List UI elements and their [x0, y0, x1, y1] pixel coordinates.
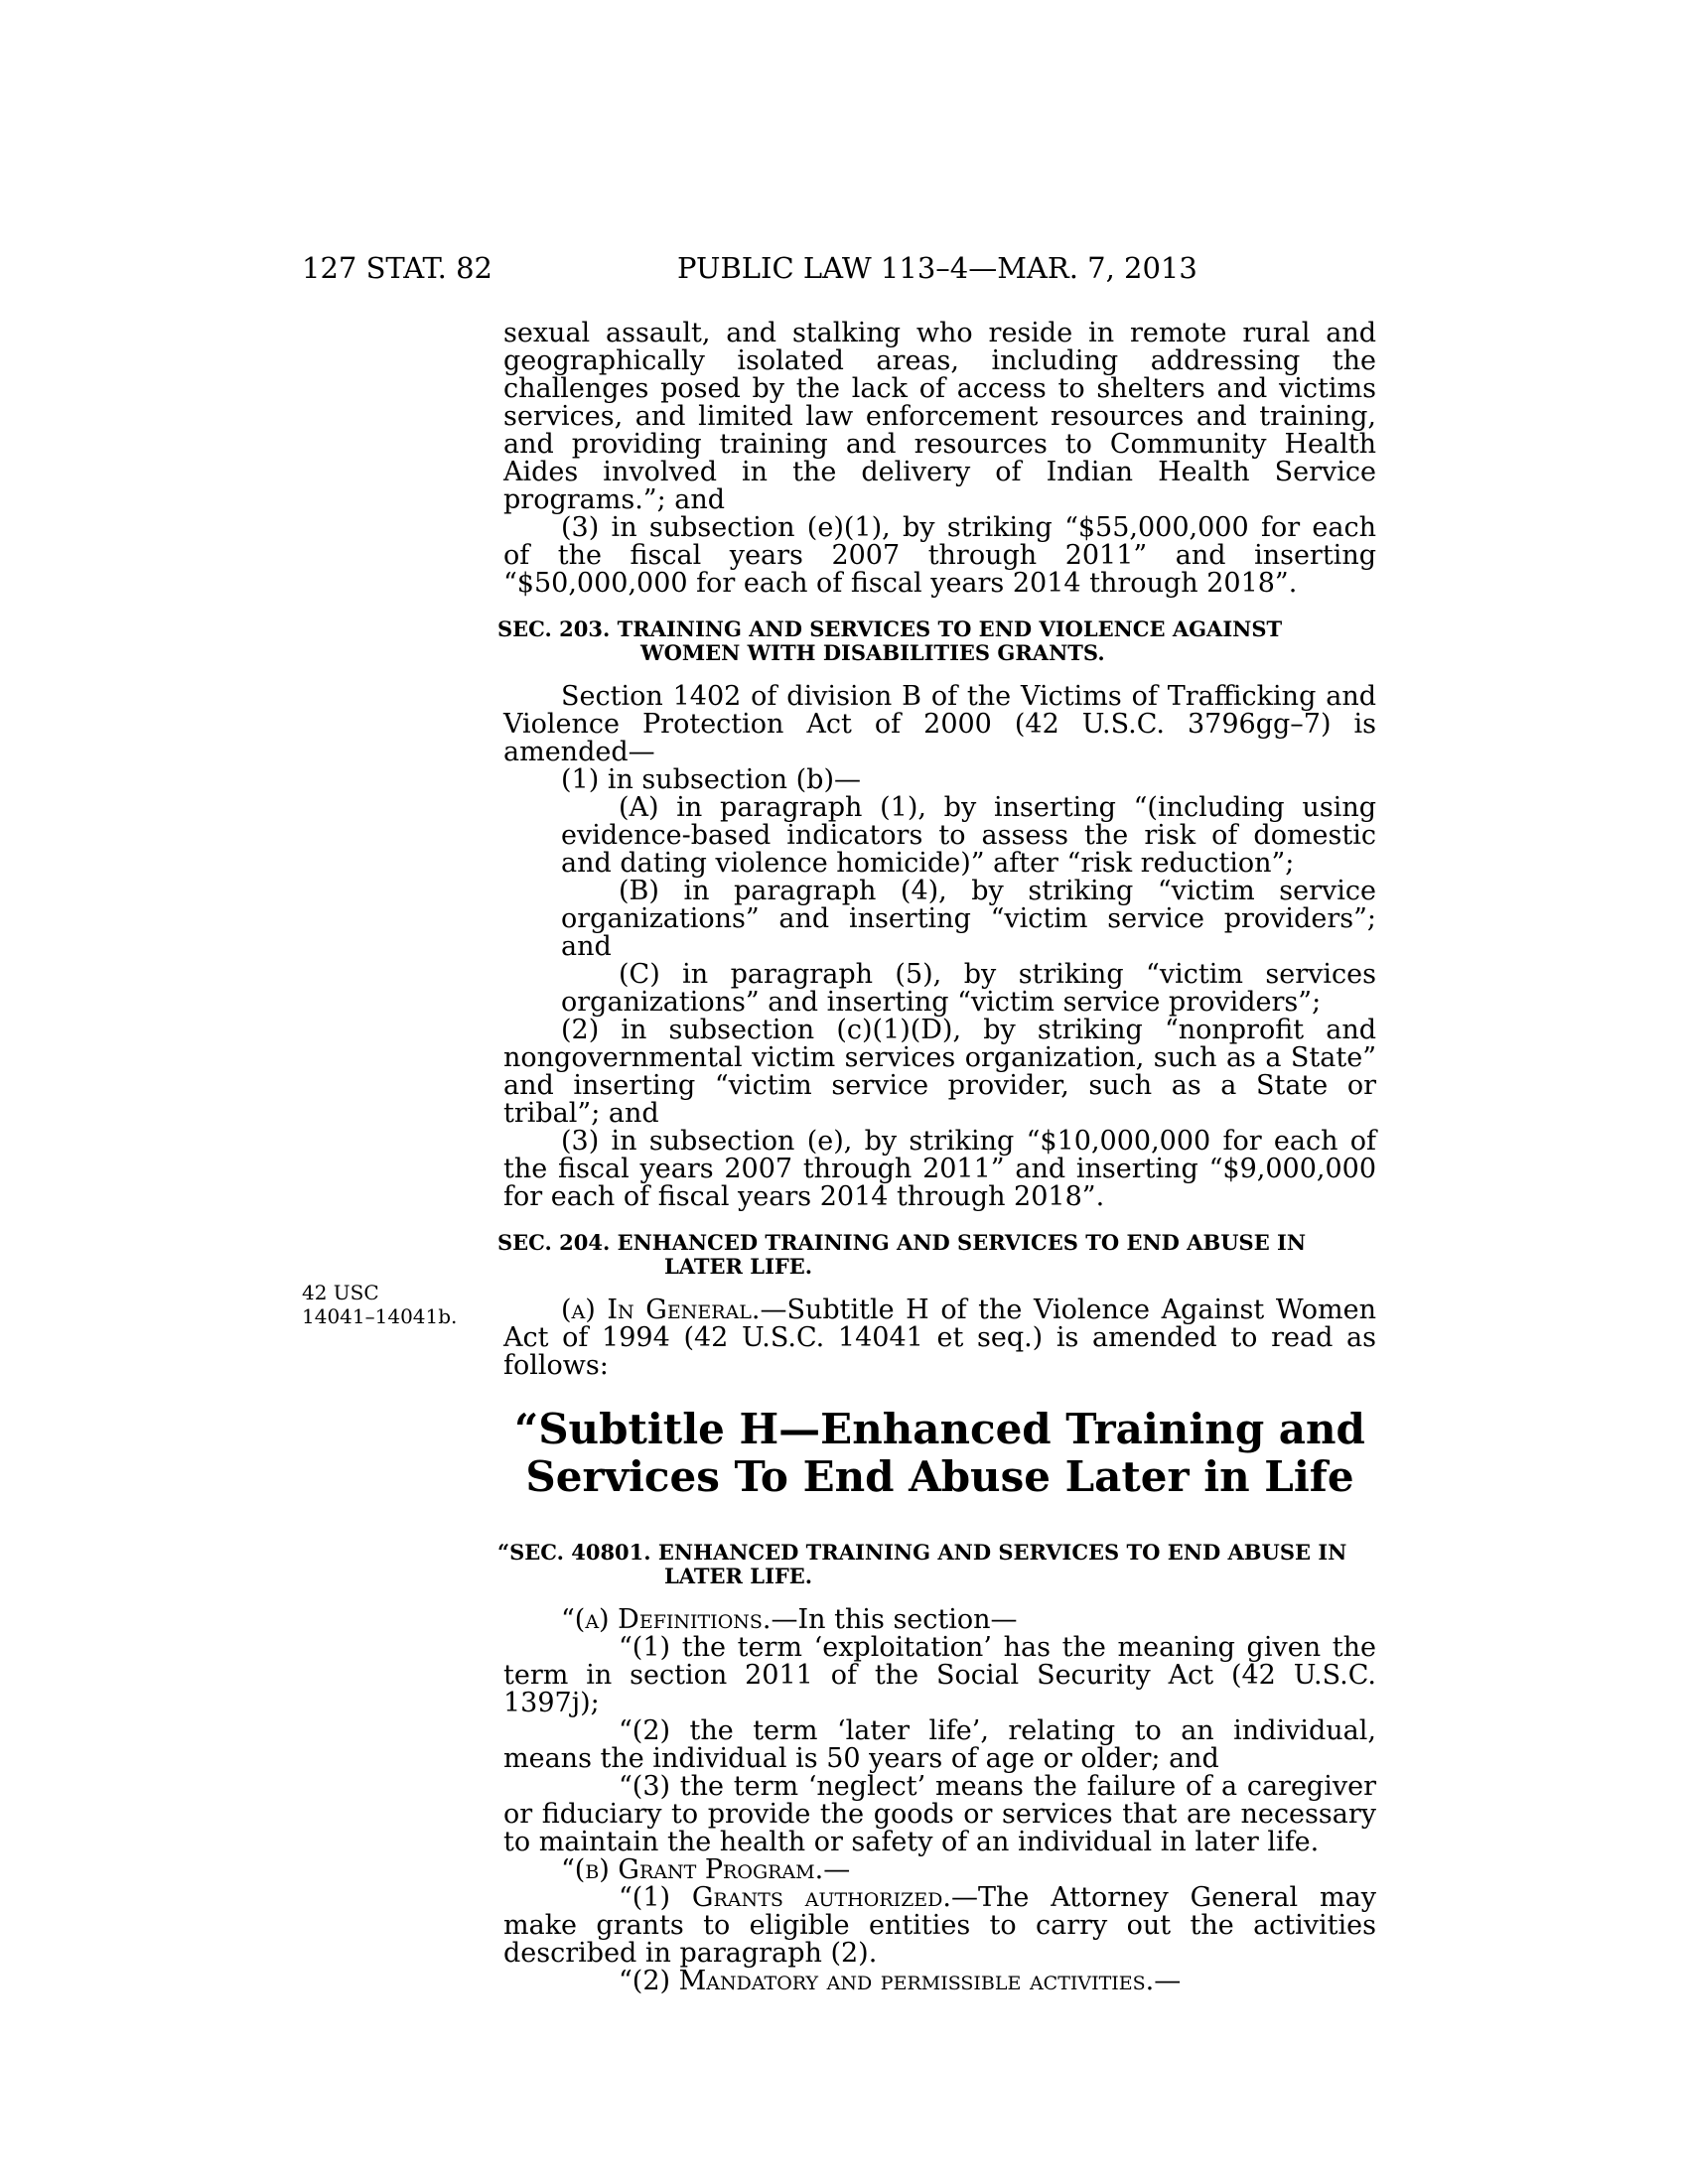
section-203-intro: Section 1402 of division B of the Victims of Trafficking and Violence Protection Act of 2000 (42 U.S.C. 3796gg–7) is amended— — [503, 681, 1376, 767]
definitions-text: —In this section— — [771, 1604, 1018, 1635]
definitions-label: “(a) Definitions. — [561, 1604, 772, 1635]
mandatory-activities-label: “(2) Mandatory and permissible activities. — [619, 1966, 1155, 1996]
definition-2: “(2) the term ‘later life’, relating to an individual, means the individual is 50 years of age or older; and — [503, 1715, 1376, 1774]
section-204-a-text: —Subtitle H of the Violence Against Women Act of 1994 (42 U.S.C. 14041 et seq.) is amended to read as follows: — [503, 1295, 1376, 1381]
grant-program-heading — [503, 1856, 1376, 1884]
section-40801-heading — [497, 1541, 1376, 1588]
subtitle-heading-line2: Services To End Abuse Later in Life — [525, 1452, 1354, 1501]
main-text — [497, 318, 1376, 1996]
definition-1: “(1) the term ‘exploitation’ has the meaning given the term in section 2011 of the Social Security Act (42 U.S.C. 1397j); — [503, 1632, 1376, 1718]
section-204-a — [503, 1297, 1376, 1380]
margin-citation-line2: 14041–14041b. — [302, 1304, 458, 1328]
margin-citation-line1: 42 USC — [302, 1281, 379, 1304]
section-203-item-3: (3) in subsection (e), by striking “$10,000,000 for each of the fiscal years 2007 through 2011” and inserting “$9,000,000 for each of fiscal years 2014 through 2018”. — [503, 1126, 1376, 1212]
grant-program-text: — — [823, 1854, 851, 1885]
grant-program-label: “(b) Grant Program. — [561, 1854, 824, 1885]
section-204-heading-line2: LATER LIFE. — [664, 1254, 813, 1279]
section-40801-heading-line2: LATER LIFE. — [664, 1564, 813, 1588]
section-203-item-1: (1) in subsection (b)— — [561, 764, 861, 795]
running-header: PUBLIC LAW 113–4—MAR. 7, 2013 — [677, 251, 1197, 285]
grants-authorized-text: —The Attorney General may make grants to eligible entities to carry out the activities described in paragraph (2). — [503, 1882, 1376, 1969]
mandatory-activities — [503, 1968, 1376, 1995]
grants-authorized — [503, 1884, 1376, 1968]
section-204-heading-line1: SEC. 204. ENHANCED TRAINING AND SERVICES TO END ABUSE IN — [497, 1230, 1307, 1255]
paragraph-continued: sexual assault, and stalking who reside in remote rural and geographically isolated areas, including addressing the challenges posed by the lack of access to shelters and victims services, and limited law enforcement resources and training, and providing training and resources to Community Health Aides involved in the delivery of Indian Health Service programs.”; and — [503, 318, 1376, 515]
section-203-heading-line2: WOMEN WITH DISABILITIES GRANTS. — [640, 640, 1105, 665]
section-40801-heading-line1: “SEC. 40801. ENHANCED TRAINING AND SERVICES TO END ABUSE IN — [497, 1540, 1347, 1565]
subtitle-heading-line1: “Subtitle H—Enhanced Training and — [514, 1405, 1365, 1453]
section-204-a-label: (a) In General. — [561, 1295, 761, 1325]
subtitle-heading — [503, 1406, 1376, 1501]
definition-3: “(3) the term ‘neglect’ means the failure of a caregiver or fiduciary to provide the goods or services that are necessary to maintain the health or safety of an individual in later life. — [503, 1771, 1376, 1857]
section-203-heading-line1: SEC. 203. TRAINING AND SERVICES TO END VIOLENCE AGAINST — [497, 616, 1283, 641]
definitions-heading — [503, 1606, 1376, 1634]
section-203-item-1a: (A) in paragraph (1), by inserting “(including using evidence-based indicators to assess the risk of domestic and dating violence homicide)” after “risk reduction”; — [561, 792, 1376, 879]
section-204-heading — [497, 1231, 1376, 1279]
section-203-heading — [497, 617, 1376, 665]
section-203-item-1c: (C) in paragraph (5), by striking “victim services organizations” and inserting “victim service providers”; — [561, 959, 1376, 1018]
grants-authorized-label: “(1) Grants authorized. — [619, 1882, 951, 1913]
page-stat-number: 127 STAT. 82 — [302, 251, 492, 285]
mandatory-activities-text: — — [1154, 1966, 1182, 1996]
margin-citation — [302, 1281, 457, 1328]
section-203-item-1b: (B) in paragraph (4), by striking “victim service organizations” and inserting “victim service providers”; and — [561, 876, 1376, 962]
paragraph-amendment-3: (3) in subsection (e)(1), by striking “$55,000,000 for each of the fiscal years 2007 through 2011” and inserting “$50,000,000 for each of fiscal years 2014 through 2018”. — [503, 512, 1376, 599]
section-203-item-2: (2) in subsection (c)(1)(D), by striking “nonprofit and nongovernmental victim services organization, such as a State” and inserting “victim service provider, such as a State or tribal”; and — [503, 1015, 1376, 1129]
